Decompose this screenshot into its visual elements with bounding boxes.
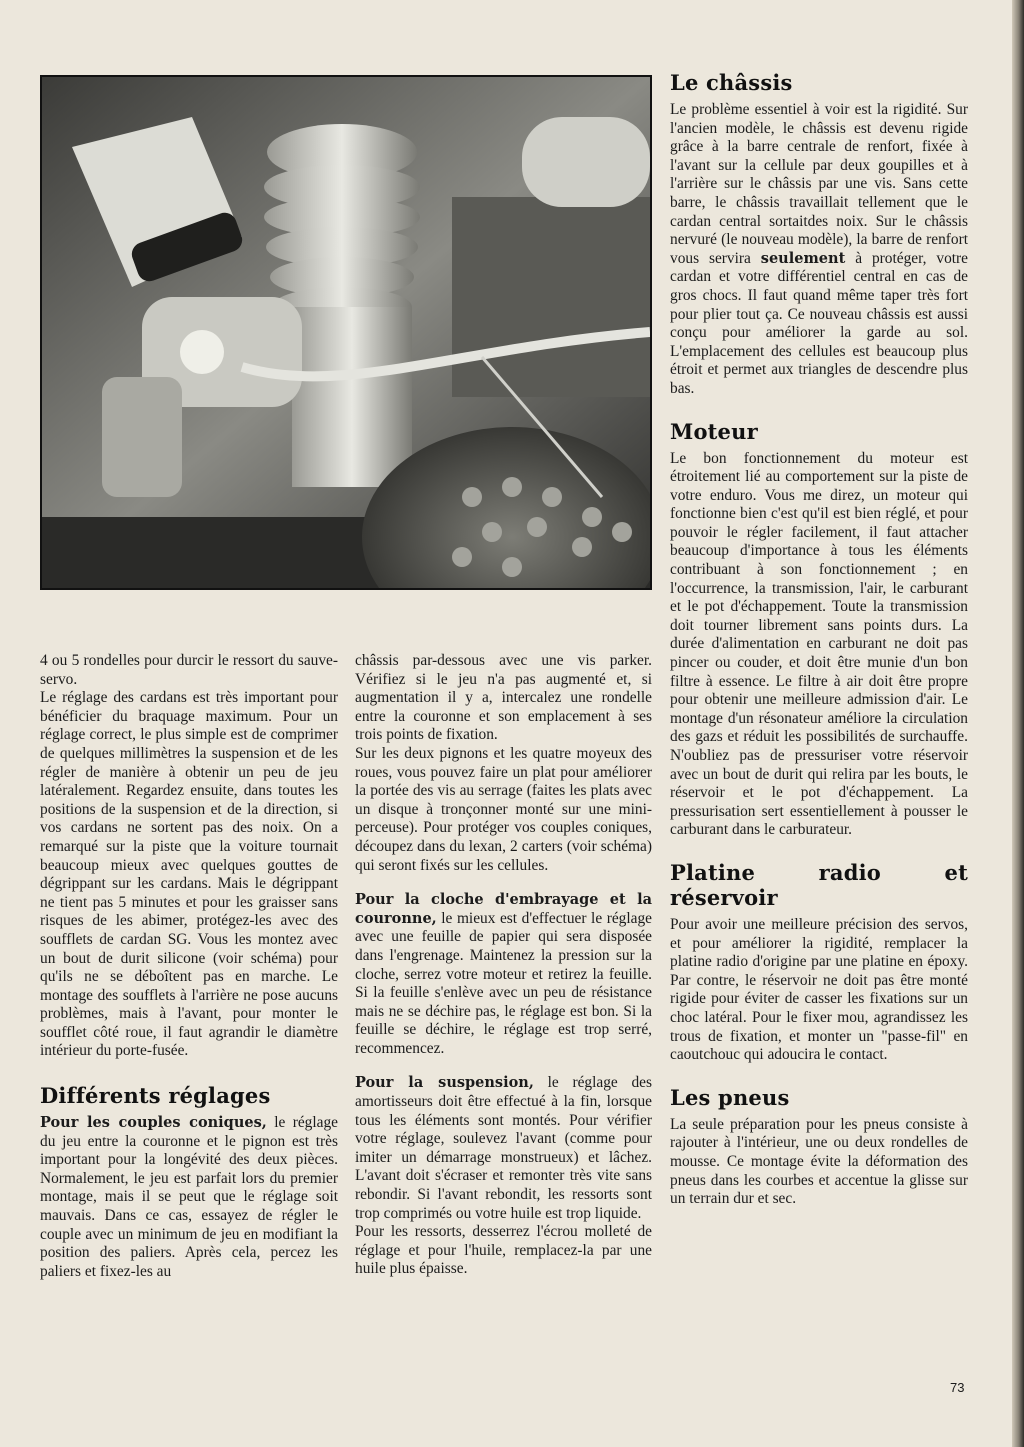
paragraph [670, 101, 968, 399]
paragraph-lead: Pour les couples coniques, [40, 1114, 267, 1132]
paragraph: châssis par-dessous avec une vis parker. Vérifiez si le jeu n'a pas augmenté et, si augmentation il y a, intercalez une rondelle entre la couronne et son emplacement à ses trois points de fixation. [355, 652, 652, 744]
section-heading: Les pneus [670, 1084, 790, 1110]
paragraph: 4 ou 5 rondelles pour durcir le ressort du sauve-servo. [40, 652, 338, 688]
column-2 [355, 652, 652, 1279]
paragraph [355, 891, 652, 1058]
section-heading: Différents réglages [40, 1083, 271, 1109]
paragraph [355, 1074, 652, 1223]
paragraph: Pour avoir une meilleure précision des servos, et pour améliorer la rigidité, remplacer la platine radio d'origine par une platine en époxy. Par contre, le réservoir ne doit pas être monté rigide pour éviter de casser les fixations sur un choc latéral. Pour le fixer mou, agrandissez les trous de fixation, et monter un "passe-fil" en caoutchouc qui adoucira le contact. [670, 915, 968, 1064]
engine-photo [40, 75, 652, 590]
paragraph-text: à protéger, votre cardan et votre différentiel central en cas de gros chocs. Il faut quand même taper très fort pour plier tout ça. Ce nouveau châssis est aussi conçu pour améliorer la garde au sol. L'emplacement des cellules est beaucoup plus étroit et permet aux triangles de descendre plus bas. [670, 249, 968, 397]
section-heading: Platine radio et réservoir [670, 859, 968, 910]
section-heading: Moteur [670, 418, 758, 444]
page-binding-edge [1012, 0, 1024, 1447]
page-number: 73 [950, 1380, 965, 1395]
paragraph-text: le réglage des amortisseurs doit être effectué à la fin, lorsque tous les éléments sont montés. Pour vérifier votre réglage, soulevez l'avant (comme pour imiter un démarrage monstrueux) et lâchez. L'avant doit s'écraser et remonter très vite sans rebondir. Si l'avant rebondit, les ressorts sont trop comprimés ou votre huile est trop liquide. [355, 1074, 653, 1222]
paragraph-text: Le problème essentiel à voir est la rigidité. Sur l'ancien modèle, le châssis est devenu rigide grâce à la barre centrale de renfort, fixée à l'avant sur la cellule par deux goupilles et à l'arrière sur le châssis par une vis. Sans cette barre, le châssis travaillait tellement que le cardan central sortaitdes noix. Sur le châssis nervuré (le nouveau modèle), la barre de renfort vous servira [670, 101, 968, 267]
paragraph-text: le réglage du jeu entre la couronne et le pignon est très important pour la longévité des deux pièces. Normalement, le jeu est parfait lors du premier montage, mais il se peut que le réglage soit mauvais. Dans ce cas, essayez de régler le couple avec un minimum de jeu en modifiant la position des paliers. Après cela, percez les paliers et fixez-les au [40, 1114, 339, 1280]
paragraph-lead: Pour la suspension, [355, 1074, 534, 1092]
engine-photo-illustration [42, 77, 650, 588]
section-heading: Le châssis [670, 70, 793, 95]
paragraph: La seule préparation pour les pneus consiste à rajouter à l'intérieur, une ou deux rondelles de mousse. Ce montage évite la déformation des pneus dans les courbes et accentue la glisse sur un terrain dur et sec. [670, 1115, 968, 1208]
paragraph: Le réglage des cardans est très important pour bénéficier du braquage maximum. Pour un réglage correct, le plus simple est de comprimer de quelques millimètres la suspension et de les régler de manière à obtenir un peu de jeu latéralement. Regardez ensuite, dans toutes les positions de la suspension et de la direction, si vos cardans ne sortent pas des noix. On a remarqué sur la piste que la voiture tournait beaucoup mieux avec quelques gouttes de dégrippant sur les cardans. Mais le dégrippant ne tient pas 5 minutes et pour les graisser sans risques de les abimer, protégez-les avec des soufflets de cardan SG. Vous les montez avec un bout de durit silicone (voir schéma) pour qu'ils ne se déboîtent pas en marche. Le montage des soufflets à l'arrière ne pose aucuns problèmes, mais à l'avant, pour monter le soufflet côté roue, il faut agrandir le diamètre intérieur du porte-fusée. [40, 689, 338, 1060]
paragraph [40, 1114, 338, 1281]
paragraph: Sur les deux pignons et les quatre moyeux des roues, vous pouvez faire un plat pour améliorer la portée des vis au serrage (faites les plats avec un disque à tronçonner monté sur une mini-perceuse). Pour protéger vos couples coniques, découpez dans du lexan, 2 carters (voir schéma) qui seront fixés sur les cellules. [355, 744, 652, 874]
paragraph: Le bon fonctionnement du moteur est étroitement lié au comportement sur la piste de votre enduro. Vous me direz, un moteur qui fonctionne bien c'est qu'il est bien réglé, et pour pouvoir le régler facilement, il faut attacher beaucoup d'importance à tous les éléments contribuant à son fonctionnement ; en l'occurrence, la transmission, l'air, le carburant et le pot d'échappement. Toute la transmission doit tourner librement sans points durs. La durée d'alimentation en carburant ne doit pas pincer ou couder, et doit être munie d'un bon filtre à essence. Le filtre à air doit être propre pour obtenir une meilleure admission d'air. Le montage d'un résonateur améliore la circulation des gazs et réduit les possibilités de surchauffe. N'oubliez pas de pressuriser votre réservoir avec un bout de durit qui relira par les bouts, le réservoir et le pot d'échappement. La pressurisation sert essentiellement à pousser le carburant dans le carburateur. [670, 449, 968, 839]
column-1 [40, 652, 338, 1281]
paragraph-text: le mieux est d'effectuer le réglage avec une feuille de papier qui sera disposée dans l'engrenage. Maintenez la pression sur la cloche, serrez votre moteur et retirez la feuille. Si la feuille s'enlève avec un peu de résistance mais ne se déchire pas, le réglage est bon. Si la feuille se déchire, le réglage est trop serré, recommencez. [355, 909, 652, 1057]
column-3 [670, 70, 968, 1209]
paragraph-lead: Pour la cloche d'embrayage et la couronne, [355, 891, 652, 927]
emphasis-word: seulement [760, 249, 846, 267]
paragraph: Pour les ressorts, desserrez l'écrou molleté de réglage et pour l'huile, remplacez-la par une huile plus épaisse. [355, 1223, 652, 1278]
